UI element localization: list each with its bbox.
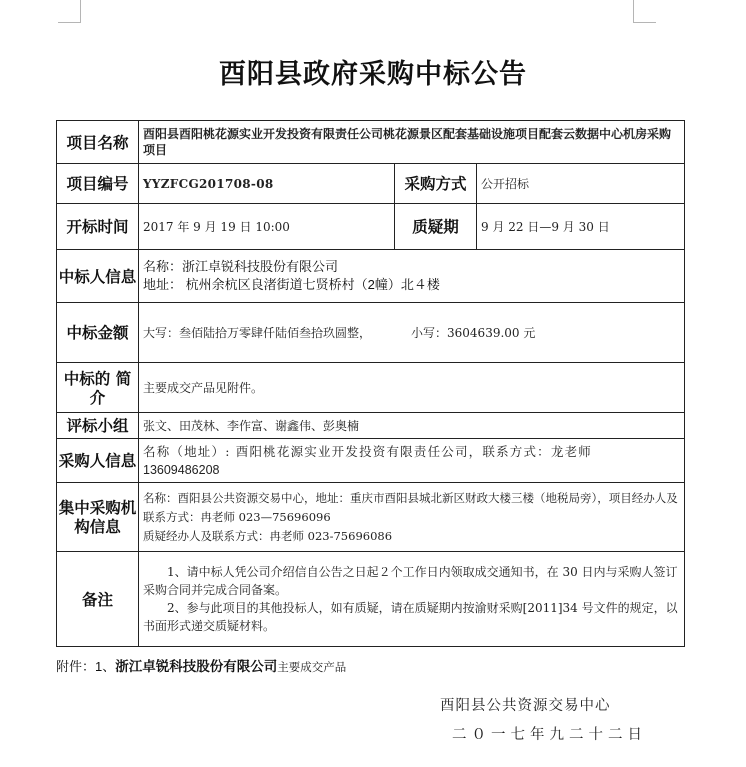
- signature-date: 二０一七年九二十二日: [452, 727, 647, 743]
- purchaser-info-label: 采购人信息: [57, 439, 139, 483]
- row-summary: [57, 363, 685, 413]
- purchaser-phone: 13609486208: [143, 462, 220, 477]
- appendix-prefix: 附件：1、: [56, 659, 116, 674]
- bid-amount-upper: 大写：叁佰陆拾万零肆仟陆佰叁拾玖圆整，: [143, 325, 372, 340]
- row-project-number: [57, 164, 685, 204]
- remark-item-1: 1、请中标人凭公司介绍信自公告之日起２个工作日内领取成交通知书，在 30 日内与采购人签订采购合同并完成合同备案。: [143, 565, 678, 597]
- remark-item-2: 2、参与此项目的其他投标人，如有质疑，请在质疑期内按渝财采购[2011]34 号文件的规定，以书面形式递交质疑材料。: [143, 601, 678, 633]
- purchaser-info-value: 名称（地址）: 酉阳桃花源实业开发投资有限责任公司，联系方式：龙老师: [143, 443, 592, 459]
- bid-amount-lower: 小写：3604639.00 元: [411, 325, 536, 340]
- project-name-value: 酉阳县酉阳桃花源实业开发投资有限责任公司桃花源景区配套基础设施项目配套云数据中心机房采购项目: [143, 127, 672, 157]
- row-opening-time: [57, 204, 685, 250]
- project-name-label: 项目名称: [57, 121, 139, 164]
- opening-time-value: 2017 年 9 月 19 日 10:00: [139, 204, 395, 250]
- agency-info-value: 名称：酉阳县公共资源交易中心，地址：重庆市酉阳县城北新区财政大楼三楼（地税局旁），项目经办人及联系方式：冉老师 023—75696096: [143, 490, 678, 524]
- announcement-table: [56, 120, 685, 647]
- project-number-label: 项目编号: [57, 164, 139, 204]
- row-panel: [57, 413, 685, 439]
- appendix-line: [56, 655, 346, 675]
- project-number-value: YYZFCG201708-08: [143, 176, 274, 191]
- margin-corner-mark: [58, 0, 81, 23]
- appendix-suffix: 主要成交产品: [277, 660, 347, 674]
- summary-label: 中标的 简介: [57, 363, 139, 413]
- agency-query-contact: 质疑经办人及联系方式：冉老师 023-75696086: [143, 528, 393, 543]
- query-period-label: 质疑期: [395, 204, 477, 250]
- signature-organization: 酉阳县公共资源交易中心: [440, 698, 611, 714]
- row-winner: [57, 250, 685, 303]
- remarks-label: 备注: [57, 552, 139, 647]
- procurement-method-value: 公开招标: [477, 164, 685, 204]
- row-remarks: [57, 552, 685, 647]
- opening-time-label: 开标时间: [57, 204, 139, 250]
- row-amount: [57, 303, 685, 363]
- evaluation-panel-value: 张文、田茂林、李作富、谢鑫伟、彭奥楠: [139, 413, 685, 439]
- row-agency: [57, 483, 685, 552]
- margin-corner-mark: [633, 0, 656, 23]
- bid-amount-label: 中标金额: [57, 303, 139, 363]
- query-period-value: 9 月 22 日—9 月 30 日: [477, 204, 685, 250]
- winner-name: 名称：浙江卓锐科技股份有限公司: [143, 259, 339, 274]
- winner-address: 地址： 杭州余杭区良渚街道七贤桥村（2幢）北４楼: [143, 277, 440, 292]
- summary-value: 主要成交产品见附件。: [139, 363, 685, 413]
- row-purchaser: [57, 439, 685, 483]
- page-title: 酉阳县政府采购中标公告: [219, 59, 527, 90]
- agency-info-label: 集中采购机构信息: [57, 483, 139, 552]
- evaluation-panel-label: 评标小组: [57, 413, 139, 439]
- procurement-method-label: 采购方式: [395, 164, 477, 204]
- winner-info-label: 中标人信息: [57, 250, 139, 303]
- row-project-name: [57, 121, 685, 164]
- appendix-company: 浙江卓锐科技股份有限公司: [115, 659, 278, 674]
